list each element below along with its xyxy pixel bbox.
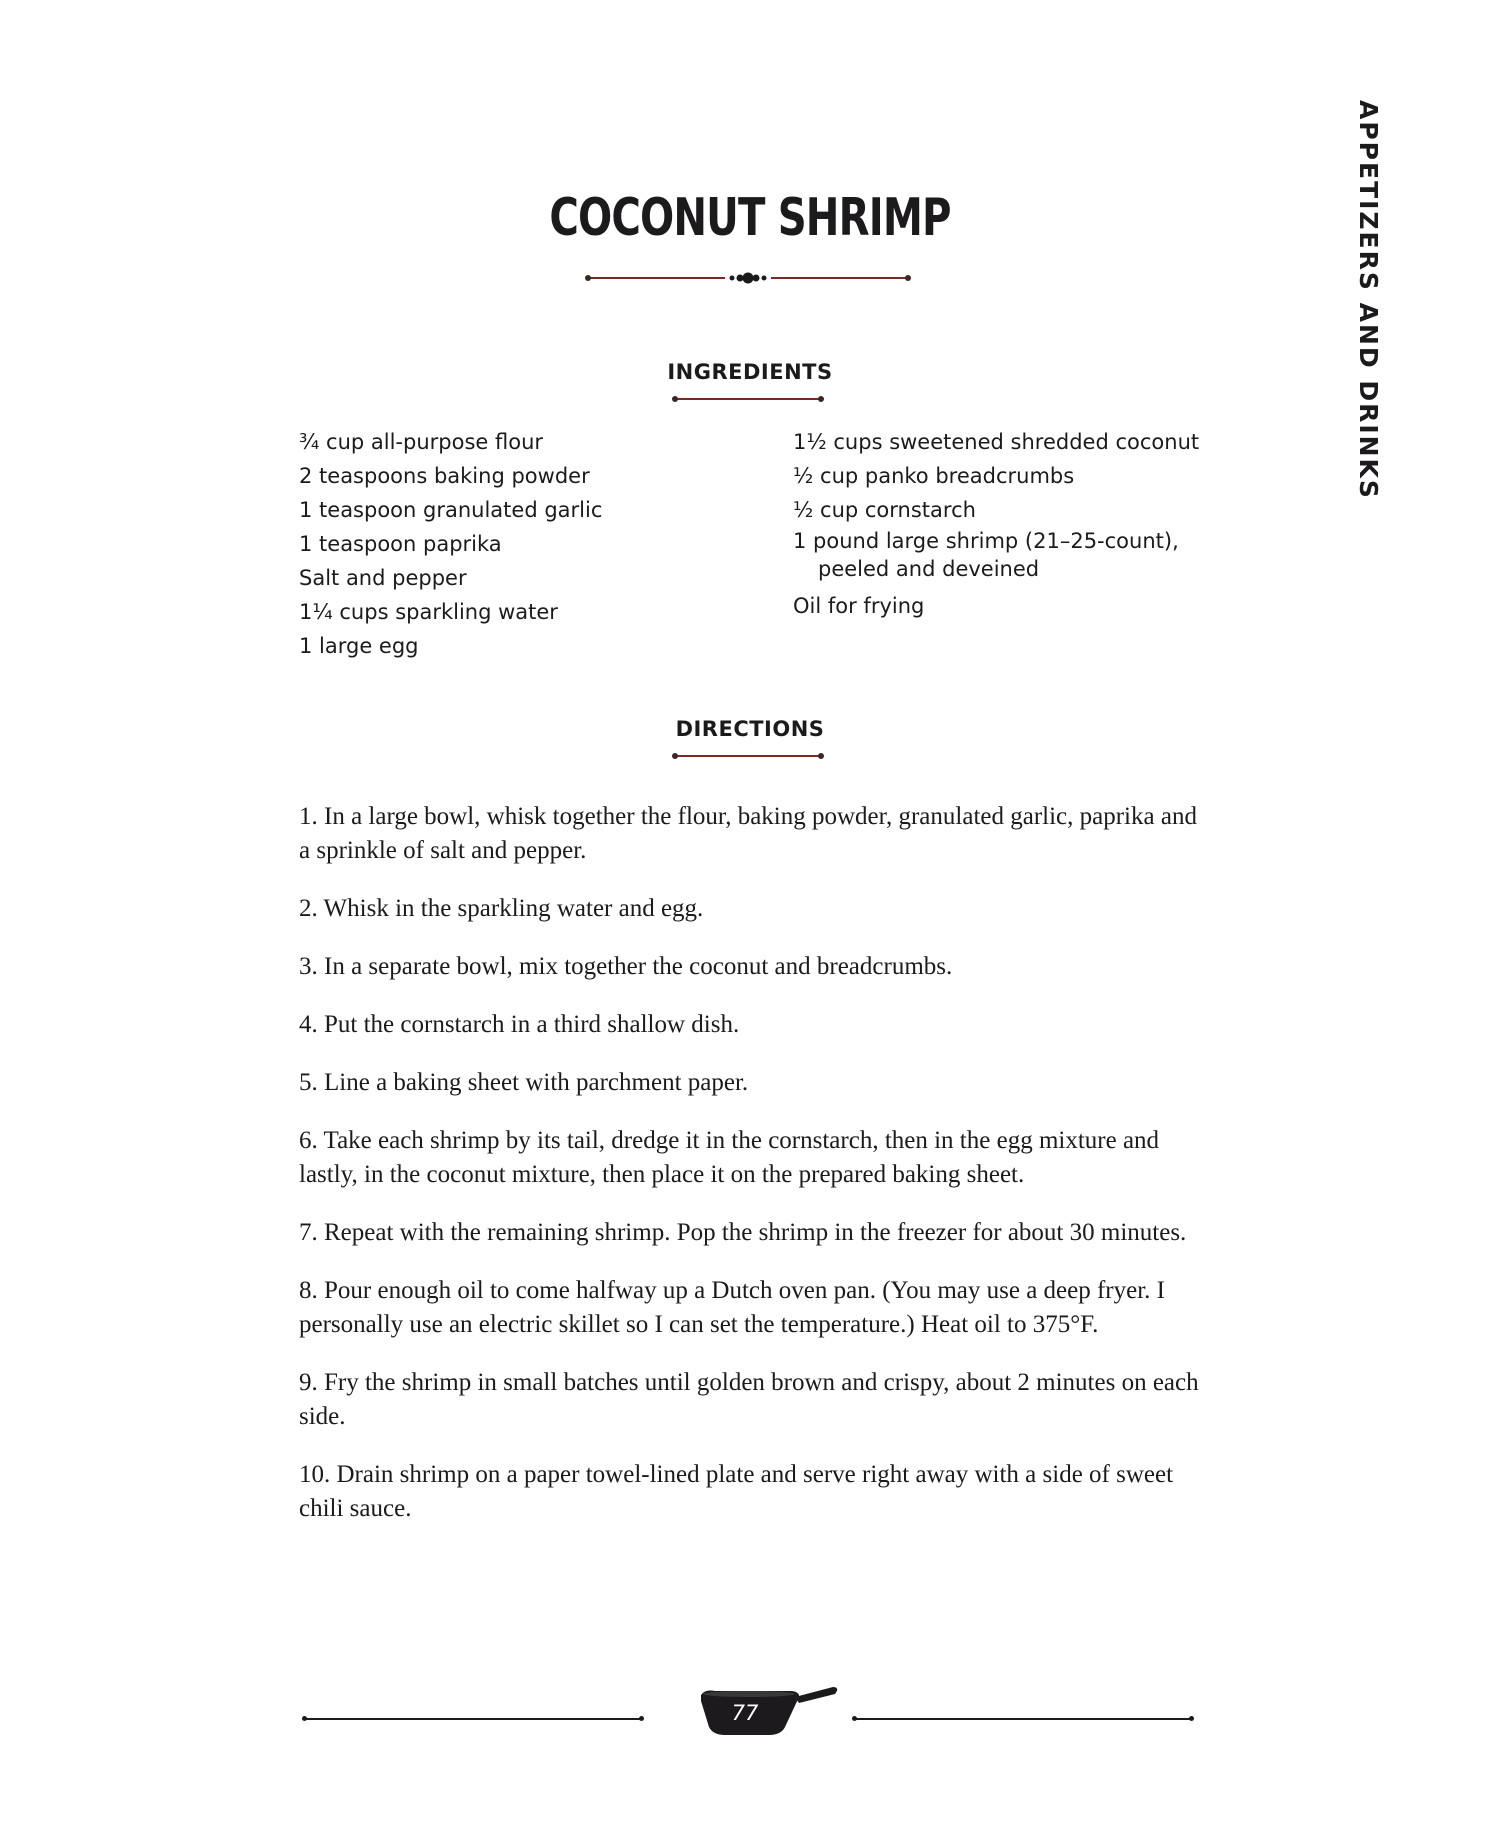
ingredient-item: 1¼ cups sparkling water	[299, 600, 558, 624]
ingredient-item: 1 teaspoon granulated garlic	[299, 498, 603, 522]
ingredients-rule	[675, 398, 821, 400]
direction-step: 7. Repeat with the remaining shrimp. Pop the shrimp in the freezer for about 30 minutes.	[299, 1219, 1187, 1246]
ingredient-item-line: 1 pound large shrimp (21–25-count),	[793, 529, 1179, 553]
direction-step: 4. Put the cornstarch in a third shallow dish.	[299, 1011, 740, 1038]
directions-rule	[675, 755, 821, 757]
direction-step: 2. Whisk in the sparkling water and egg.	[299, 895, 704, 922]
ingredient-item: ½ cup panko breadcrumbs	[793, 464, 1075, 488]
ingredient-item: Oil for frying	[793, 594, 925, 618]
ingredient-item-continuation: peeled and deveined	[818, 557, 1040, 581]
page-number: 77	[731, 1701, 759, 1725]
direction-step: 9. Fry the shrimp in small batches until golden brown and crispy, about 2 minutes on each side.	[299, 1369, 1199, 1430]
ingredient-item: 2 teaspoons baking powder	[299, 464, 590, 488]
footer-rule-right	[854, 1718, 1192, 1720]
ingredients-list-left	[299, 425, 602, 663]
ingredients-list-right	[793, 425, 1199, 623]
ingredient-item: 1 large egg	[299, 634, 419, 658]
ingredient-item: 1½ cups sweetened shredded coconut	[793, 430, 1200, 454]
direction-step: 6. Take each shrimp by its tail, dredge it in the cornstarch, then in the egg mixture and lastly, in the coconut mixture, then place it on the prepared baking sheet.	[299, 1127, 1160, 1188]
ingredient-item: ¾ cup all-purpose flour	[299, 430, 544, 454]
direction-step: 8. Pour enough oil to come halfway up a Dutch oven pan. (You may use a deep fryer. I personally use an electric skillet so I can set the temperature.) Heat oil to 375°F.	[299, 1277, 1166, 1338]
section-tab-label: APPETIZERS AND DRINKS	[1354, 100, 1383, 500]
direction-step: 3. In a separate bowl, mix together the coconut and breadcrumbs.	[299, 953, 953, 980]
ingredient-item: ½ cup cornstarch	[793, 498, 976, 522]
recipe-title: COCONUT SHRIMP	[549, 188, 951, 248]
footer-rule-left	[304, 1718, 642, 1720]
directions-heading: DIRECTIONS	[675, 717, 825, 741]
ornament-divider-icon	[585, 270, 911, 286]
ingredient-item: 1 teaspoon paprika	[299, 532, 502, 556]
ingredient-item	[793, 527, 1199, 589]
ingredients-heading: INGREDIENTS	[667, 360, 833, 384]
directions-list	[299, 800, 1204, 1550]
direction-step: 1. In a large bowl, whisk together the flour, baking powder, granulated garlic, paprika and a sprinkle of salt and pepper.	[299, 803, 1197, 864]
direction-step: 10. Drain shrimp on a paper towel-lined plate and serve right away with a side of sweet chili sauce.	[299, 1461, 1174, 1522]
direction-step: 5. Line a baking sheet with parchment paper.	[299, 1069, 749, 1096]
ingredient-item: Salt and pepper	[299, 566, 467, 590]
